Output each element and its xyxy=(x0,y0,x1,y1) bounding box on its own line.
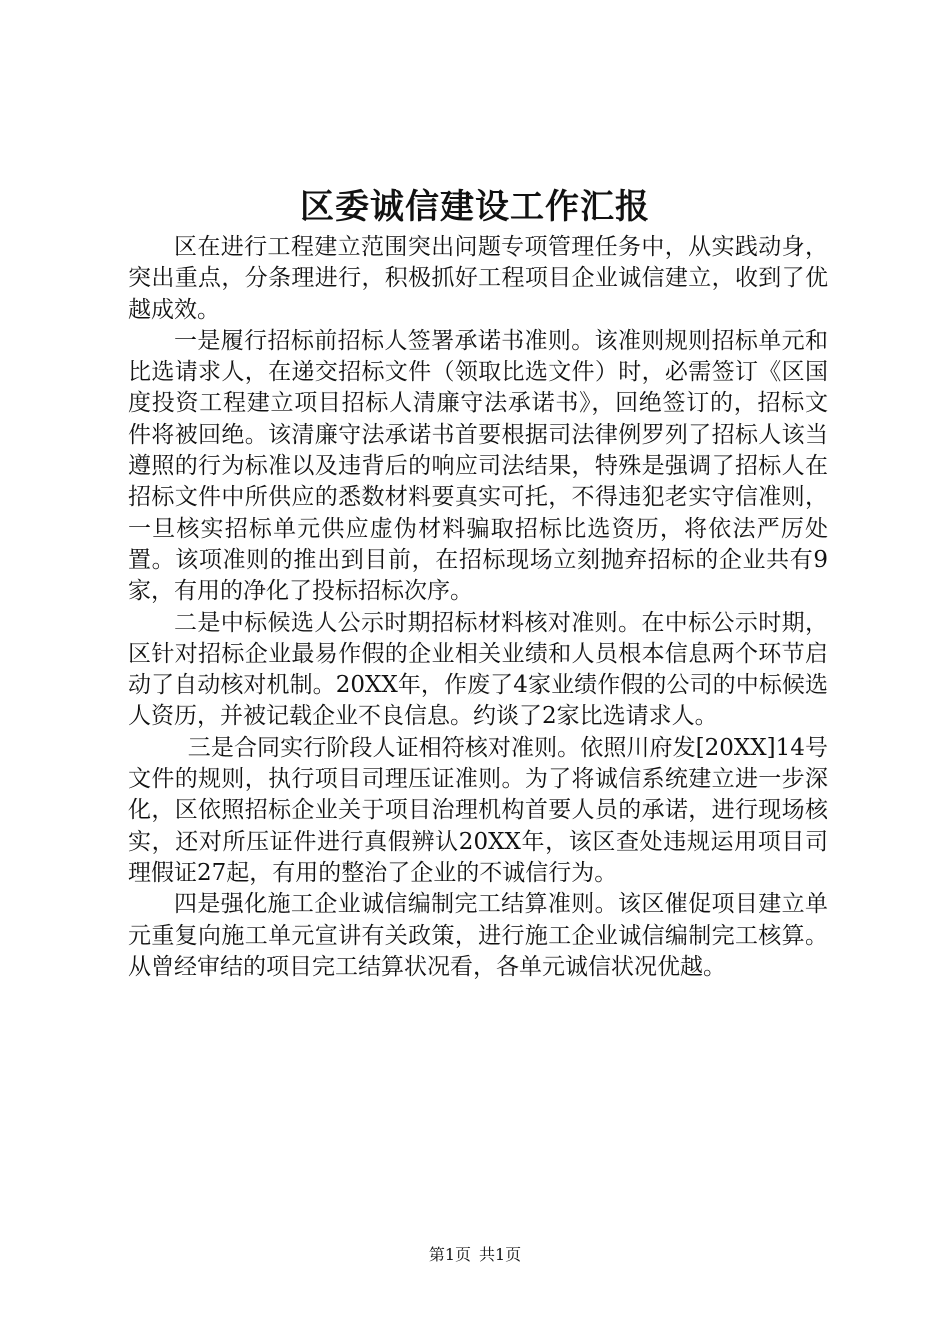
page-footer xyxy=(0,1244,950,1266)
page-number: 第1页 xyxy=(428,1245,471,1264)
paragraph-intro: 区在进行工程建立范围突出问题专项管理任务中，从实践动身，突出重点，分条理进行，积极抓好工程项目企业诚信建立，收到了优越成效。 xyxy=(128,234,828,323)
paragraph-third-rule: 三是合同实行阶段人证相符核对准则。依照川府发[20XX]14号文件的规则，执行项目司理压证准则。为了将诚信系统建立进一步深化，区依照招标企业关于项目治理机构首要人员的承诺，进行现场核实，还对所压证件进行真假辨认20XX年，该区查处违规运用项目司理假证27起，有用的整治了企业的不诚信行为。 xyxy=(128,734,828,886)
paragraph-second-rule: 二是中标候选人公示时期招标材料核对准则。在中标公示时期，区针对招标企业最易作假的企业相关业绩和人员根本信息两个环节启动了自动核对机制。20XX年，作废了4家业绩作假的公司的中标候选人资历，并被记载企业不良信息。约谈了2家比选请求人。 xyxy=(128,609,828,730)
page-total: 共1页 xyxy=(479,1245,522,1264)
document-body xyxy=(128,232,828,983)
paragraph-first-rule: 一是履行招标前招标人签署承诺书准则。该准则规则招标单元和比选请求人，在递交招标文件（领取比选文件）时，必需签订《区国度投资工程建立项目招标人清廉守法承诺书》，回绝签订的，招标文件将被回绝。该清廉守法承诺书首要根据司法律例罗列了招标人该当遵照的行为标准以及违背后的响应司法结果，特殊是强调了招标人在招标文件中所供应的悉数材料要真实可托，不得违犯老实守信准则，一旦核实招标单元供应虚伪材料骗取招标比选资历，将依法严厉处置。该项准则的推出到目前，在招标现场立刻抛弃招标的企业共有9家，有用的净化了投标招标次序。 xyxy=(128,327,828,605)
paragraph-fourth-rule: 四是强化施工企业诚信编制完工结算准则。该区催促项目建立单元重复向施工单元宣讲有关政策，进行施工企业诚信编制完工核算。从曾经审结的项目完工结算状况看，各单元诚信状况优越。 xyxy=(128,891,828,980)
document-title: 区委诚信建设工作汇报 xyxy=(300,187,650,227)
